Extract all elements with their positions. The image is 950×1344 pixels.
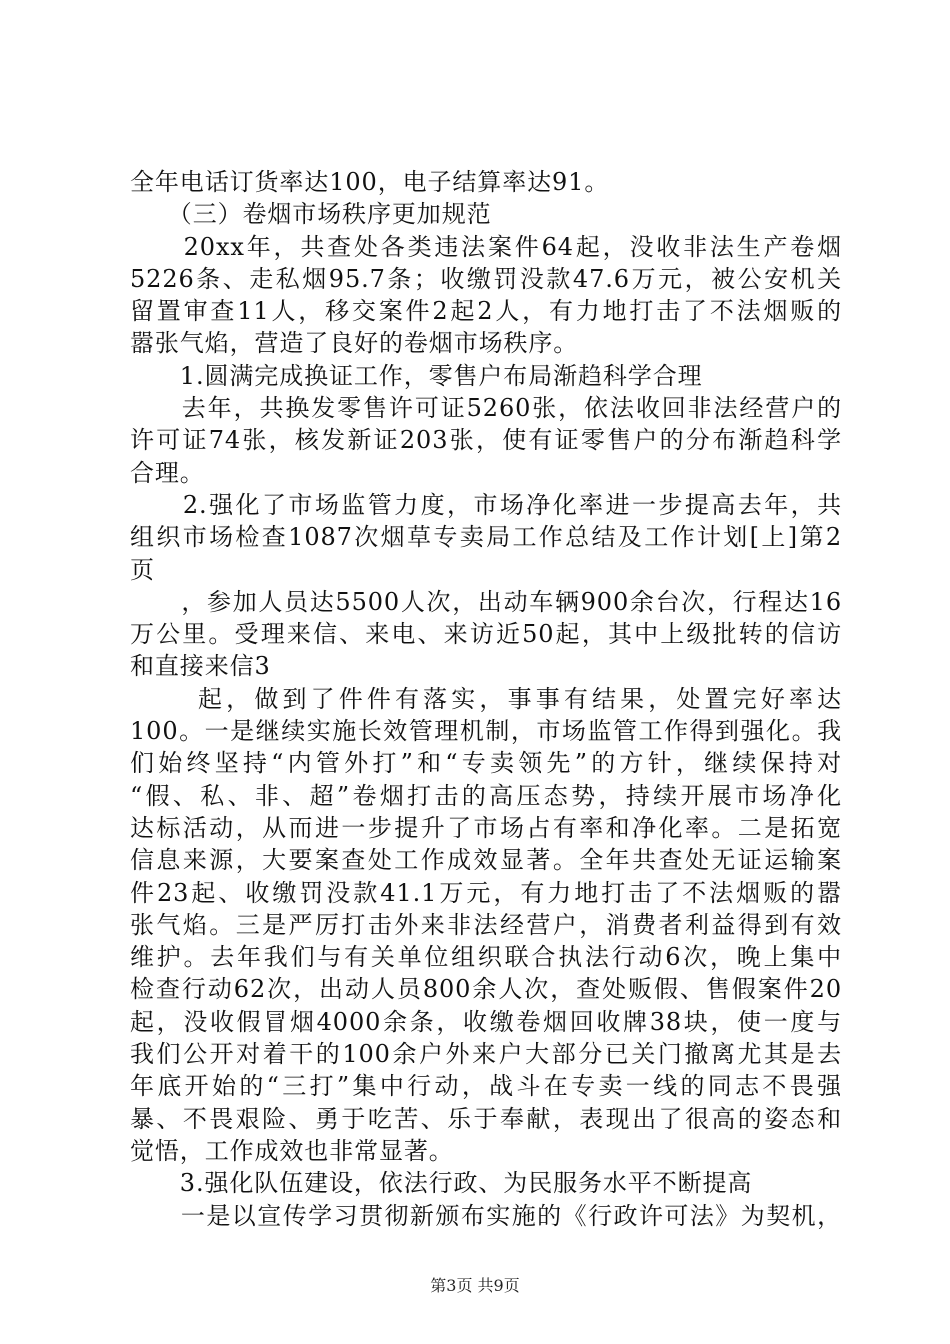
text-line: 检查行动62次，出动人员800余人次，查处贩假、售假案件20	[130, 975, 842, 1004]
text-line: 张气焰。三是严厉打击外来非法经营户，消费者利益得到有效	[130, 910, 842, 939]
text-line: 信息来源，大要案查处工作成效显著。全年共查处无证运输案	[130, 846, 842, 875]
text-line: 组织市场检查1087次烟草专卖局工作总结及工作计划[上]第2	[130, 523, 842, 552]
text-line: 觉悟，工作成效也非常显著。	[130, 1136, 454, 1165]
text-line: 2.强化了市场监管力度，市场净化率进一步提高去年，共	[130, 490, 842, 519]
text-line: 留置审查11人，移交案件2起2人，有力地打击了不法烟贩的	[130, 297, 842, 326]
document-body	[130, 166, 842, 1232]
text-line: 合理。	[130, 458, 205, 487]
text-line: 去年，共换发零售许可证5260张，依法收回非法经营户的	[130, 394, 842, 423]
text-line: 5226条、走私烟95.7条；收缴罚没款47.6万元，被公安机关	[130, 264, 842, 293]
page-footer: 第3页 共9页	[430, 1276, 520, 1295]
text-line: 100。一是继续实施长效管理机制，市场监管工作得到强化。我	[130, 717, 842, 746]
text-line: 年底开始的“三打”集中行动，战斗在专卖一线的同志不畏强	[130, 1072, 842, 1101]
text-line: 达标活动，从而进一步提升了市场占有率和净化率。二是拓宽	[130, 813, 842, 842]
text-line: 一是以宣传学习贯彻新颁布实施的《行政许可法》为契机，	[130, 1201, 842, 1230]
text-line: 起，没收假冒烟4000余条，收缴卷烟回收牌38块，使一度与	[130, 1007, 842, 1036]
text-line: 万公里。受理来信、来电、来访近50起，其中上级批转的信访	[130, 620, 842, 649]
text-line: 件23起、收缴罚没款41.1万元，有力地打击了不法烟贩的嚣	[130, 878, 842, 907]
text-line: 暴、不畏艰险、勇于吃苦、乐于奉献，表现出了很高的姿态和	[130, 1104, 842, 1133]
text-line: ，参加人员达5500人次，出动车辆900余台次，行程达16	[130, 587, 842, 616]
text-line: 20xx年，共查处各类违法案件64起，没收非法生产卷烟	[130, 232, 842, 261]
text-line: 页	[130, 555, 155, 584]
text-line: （三）卷烟市场秩序更加规范	[130, 200, 492, 229]
text-line: 维护。去年我们与有关单位组织联合执法行动6次，晚上集中	[130, 943, 842, 972]
text-line: 1.圆满完成换证工作，零售户布局渐趋科学合理	[130, 361, 703, 390]
text-line: 3.强化队伍建设，依法行政、为民服务水平不断提高	[130, 1169, 753, 1198]
text-line: “假、私、非、超”卷烟打击的高压态势，持续开展市场净化	[130, 781, 842, 810]
text-line: 起，做到了件件有落实，事事有结果，处置完好率达	[130, 684, 842, 713]
text-line: 全年电话订货率达100，电子结算率达91。	[130, 168, 610, 196]
text-line: 嚣张气焰，营造了良好的卷烟市场秩序。	[130, 329, 579, 358]
text-line: 们始终坚持“内管外打”和“专卖领先”的方针，继续保持对	[130, 749, 842, 778]
text-line: 我们公开对着干的100余户外来户大部分已关门撤离尤其是去	[130, 1040, 842, 1069]
text-line: 和直接来信3	[130, 652, 271, 681]
text-line: 许可证74张，核发新证203张，使有证零售户的分布渐趋科学	[130, 426, 842, 455]
